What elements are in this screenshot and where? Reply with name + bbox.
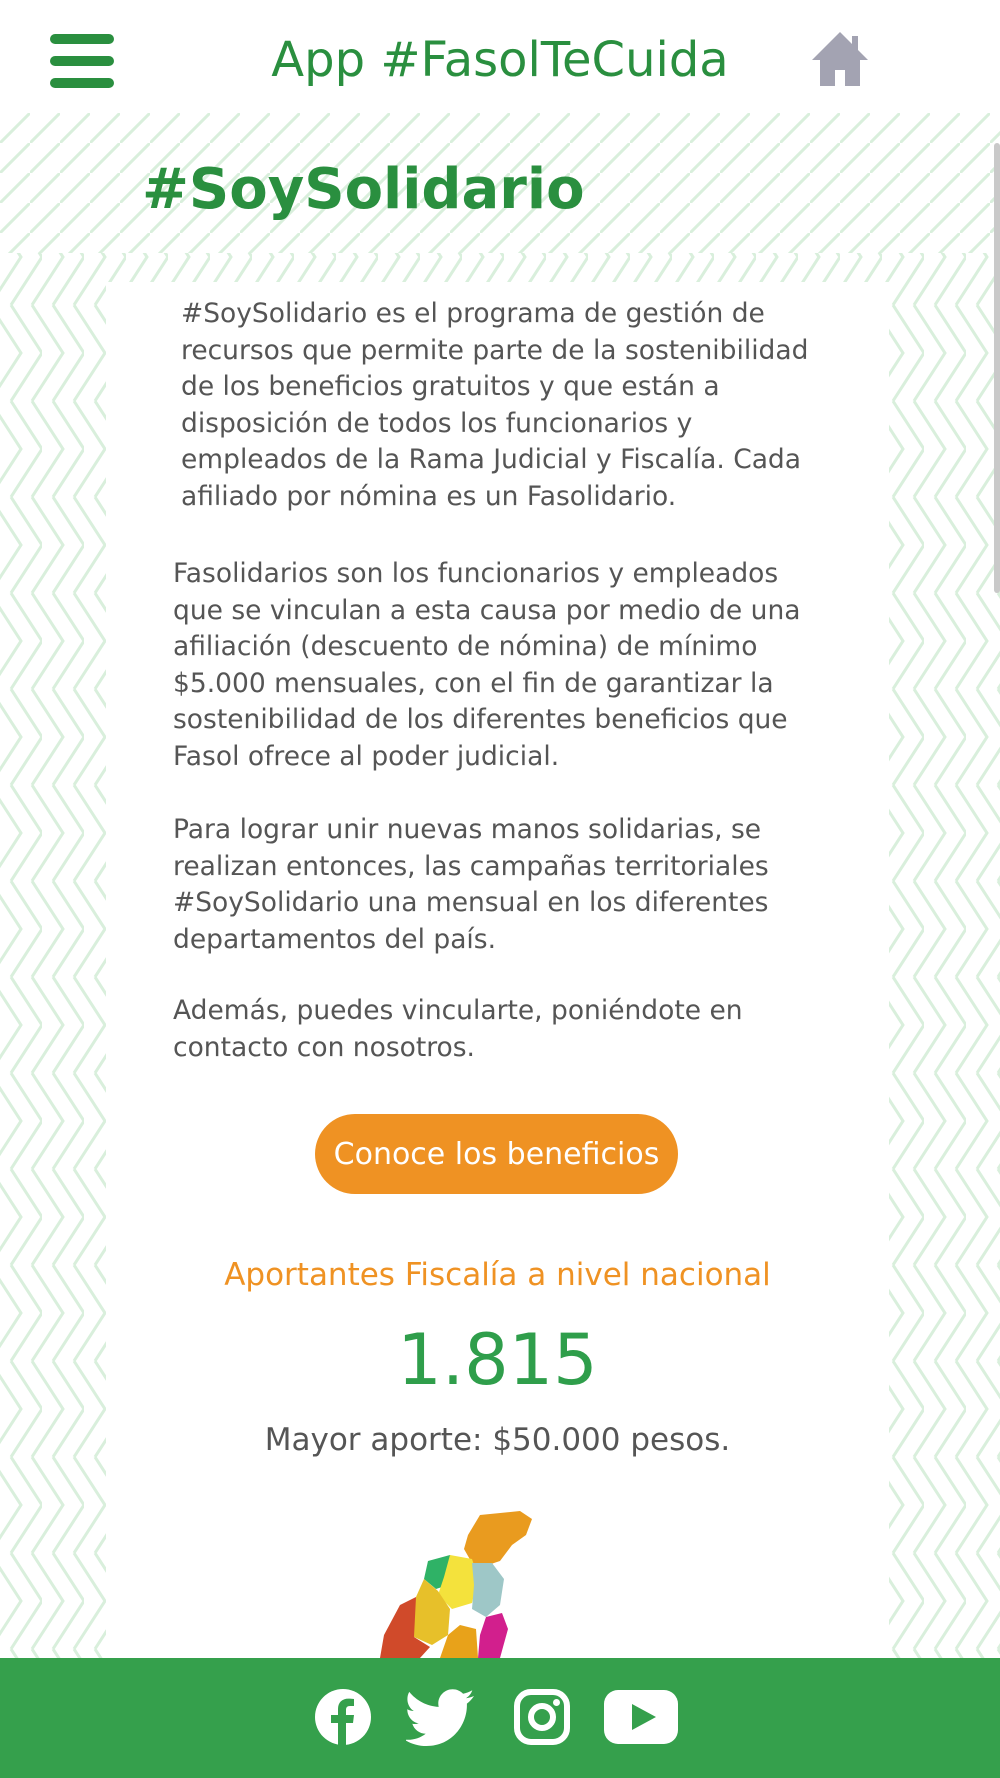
largest-contribution-note: Mayor aporte: $50.000 pesos. [264,1422,731,1458]
contact-paragraph: Además, puedes vincularte, poniéndote en contacto con nosotros. [173,995,743,1063]
page-title: #SoySolidario [142,157,585,222]
app-header [0,0,1000,113]
home-icon[interactable] [810,30,870,88]
campaigns-paragraph: Para lograr unir nuevas manos solidarias, se realizan entonces, las campañas territoriales #SoySolidario una mensual en los diferentes departamentos del país. [173,814,769,955]
twitter-icon[interactable] [406,1686,476,1748]
scrollbar[interactable] [994,143,1000,593]
intro-paragraph: #SoySolidario es el programa de gestión de recursos que permite parte de la sostenibilidad de los beneficios gratuitos y que están a disposición de todos los funcionarios y empleados de la Rama Judicial y Fiscalía. Cada afiliado por nómina es un Fasolidario. [181,298,809,512]
benefits-button[interactable]: Conoce los beneficios [315,1114,678,1194]
fasolidarios-paragraph: Fasolidarios son los funcionarios y empleados que se vinculan a esta causa por medio de una afiliación (descuento de nómina) de mínimo $5.000 mensuales, con el fin de garantizar la sostenibilidad de los diferentes beneficios que Fasol ofrece al poder judicial. [173,558,801,772]
instagram-icon[interactable] [513,1686,571,1748]
colombia-map-image [340,1505,580,1658]
youtube-icon[interactable] [602,1686,680,1748]
app-title: App #FasolTeCuida [271,32,729,88]
social-footer [0,1658,1000,1778]
contributors-count: 1.815 [397,1319,598,1401]
contributors-label: Aportantes Fiscalía a nivel nacional [224,1257,771,1293]
facebook-icon[interactable] [313,1686,373,1748]
